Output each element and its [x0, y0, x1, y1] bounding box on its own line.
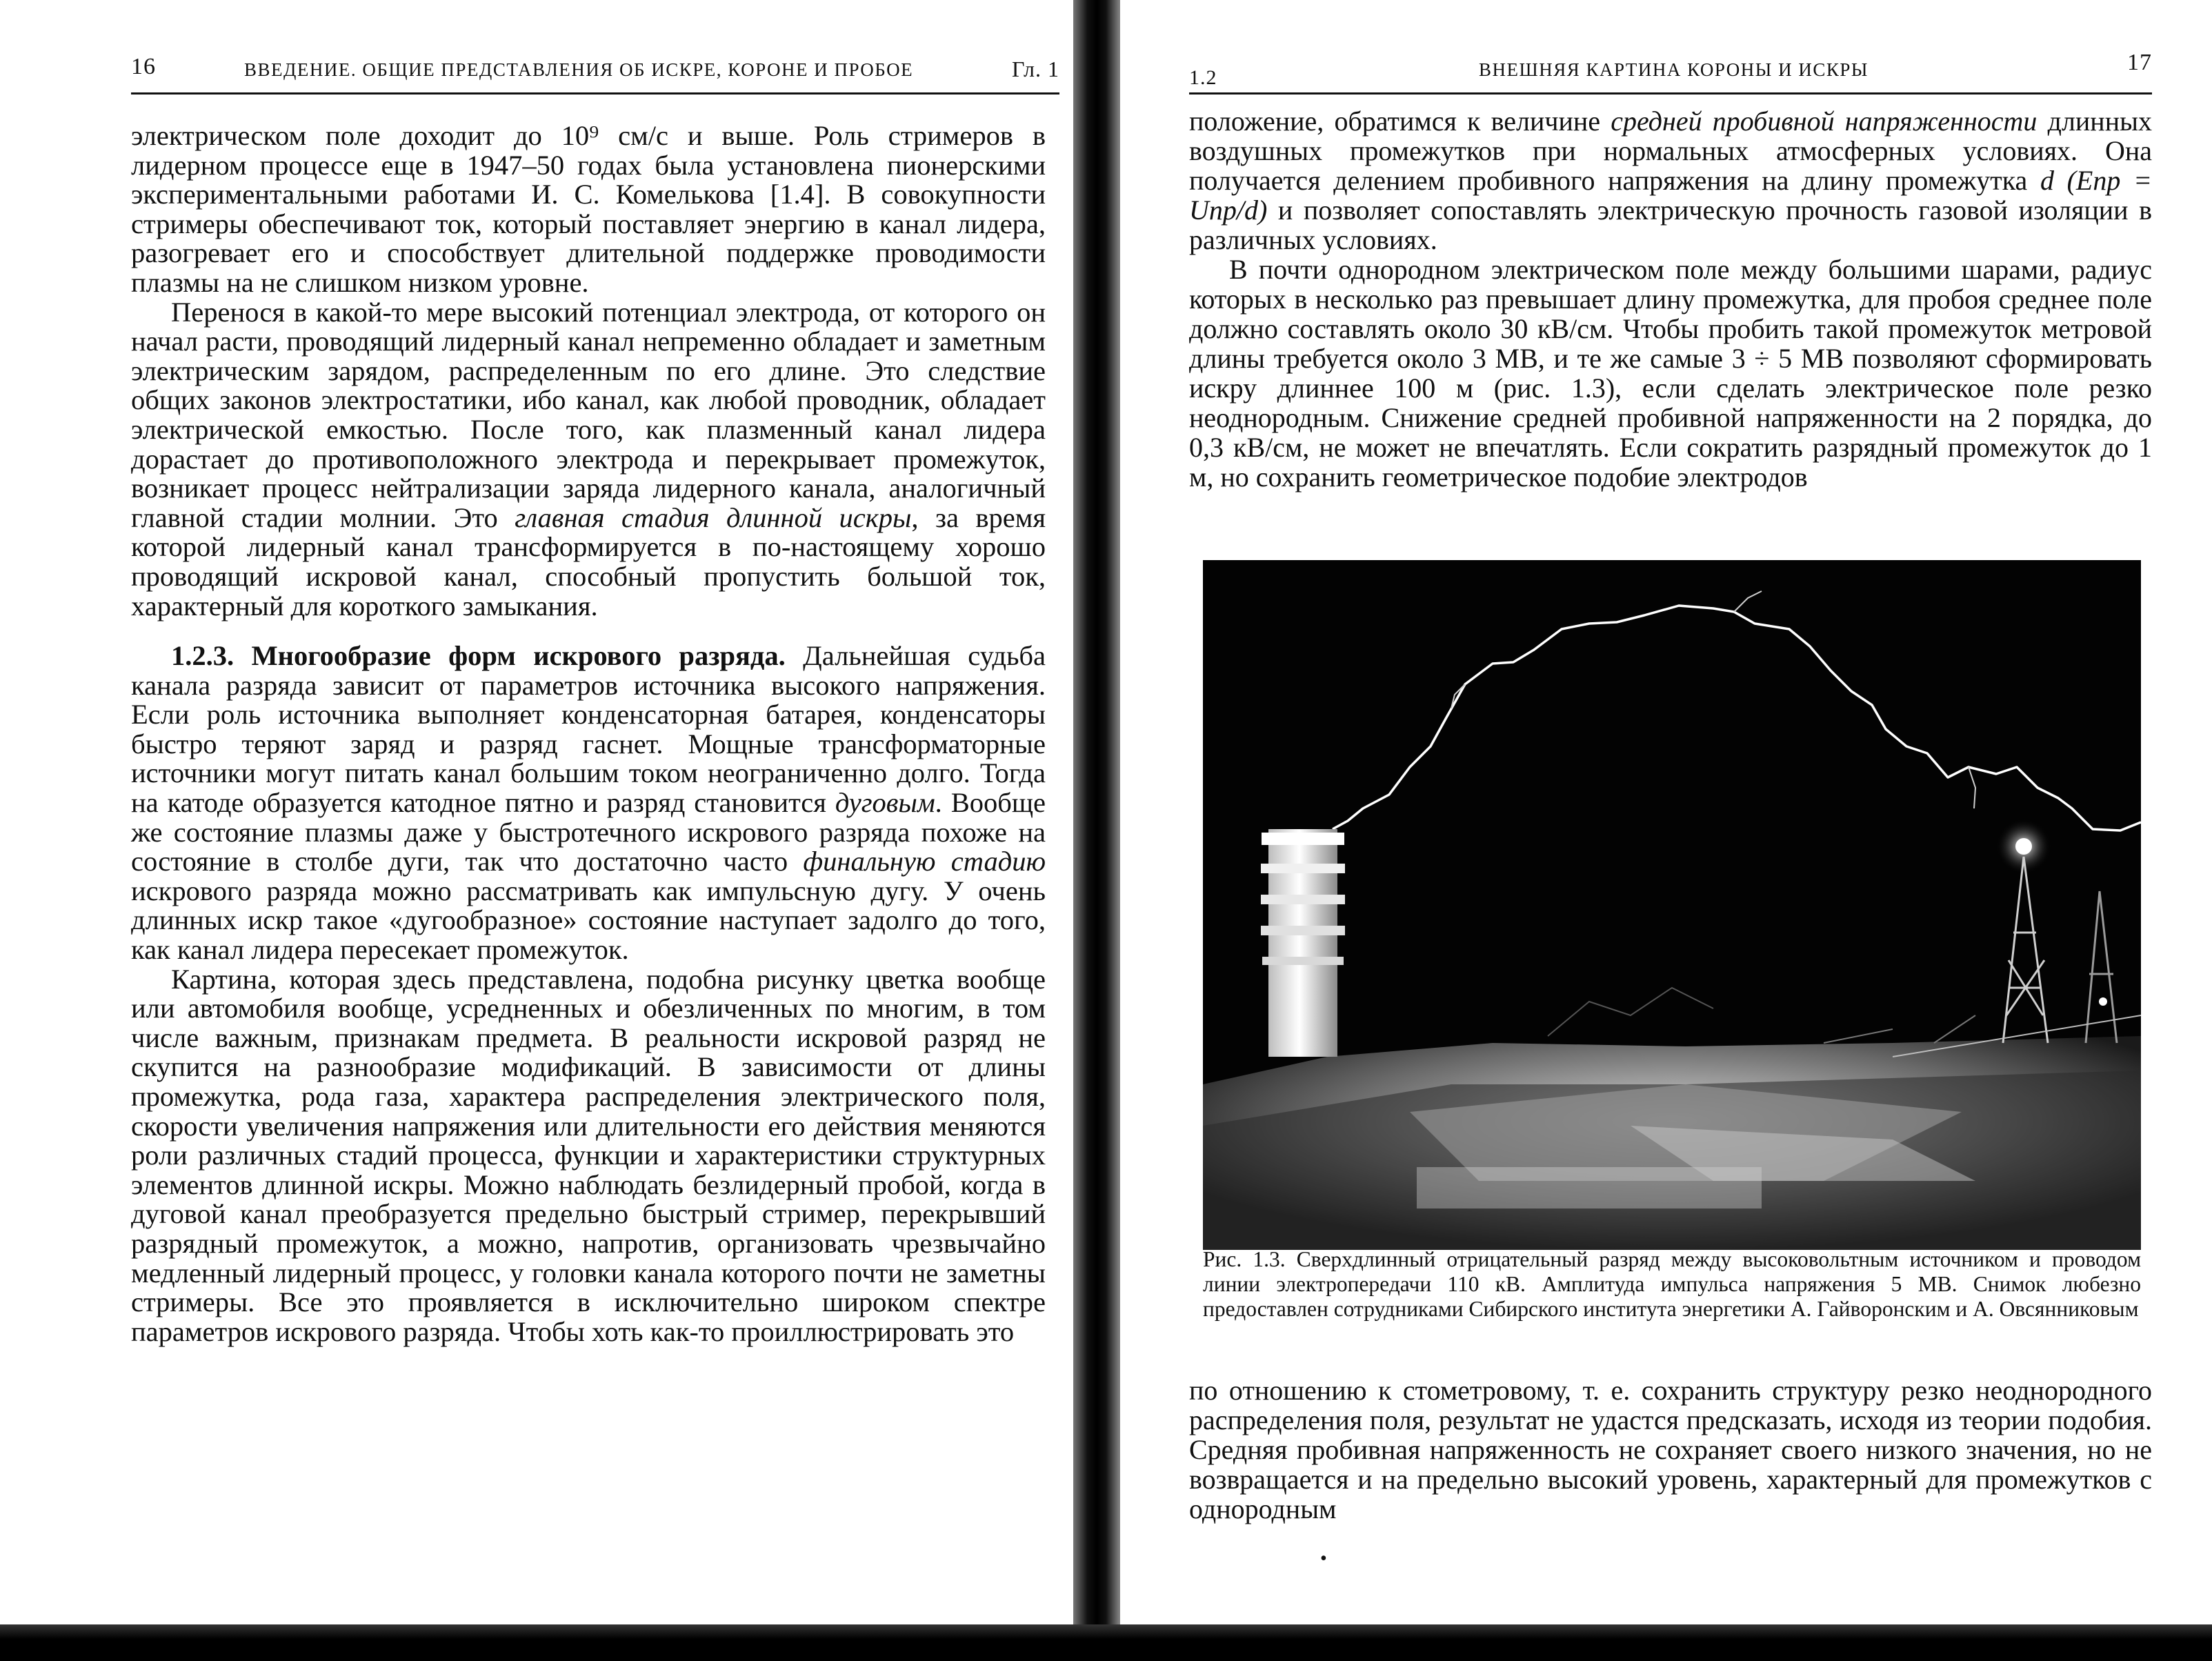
left-p3-text-a: Дальнейшая судьба канала разряда зависит от параметров источника высокого напряжения. Если роль источника выполняет конденсаторная батарея, конденсаторы быстро теряют заряд и разряд гаснет. Мощные трансформаторные источники могут питать канал большим током неограниченно долго. Тогда на катоде образуется катодное пятно и разряд становится: [131, 640, 1046, 819]
left-p3-text-b: . Вообще же состояние плазмы даже у быстротечного искрового разряда похоже на состояние в столбе дуги, так что достаточно часто: [131, 787, 1046, 877]
left-p2-text-b: , за время которой лидерный канал трансформируется в по-настоящему хорошо проводящий искровой канал, способный пропустить большой ток, характерный для короткого замыкания.: [131, 501, 1046, 621]
left-p3-italic-arc: дуговым: [835, 787, 935, 819]
left-paragraph-1: электрическом поле доходит до 10⁹ см/с и выше. Роль стримеров в лидерном процессе еще в 1947–50 годах была установлена пионерскими экспериментальными работами И. С. Комелькова [1.4]. В совокупности стримеры обеспечивают ток, который поставляет энергию в канал лидера, разогревает его и способствует длительной поддержке проводимости плазмы на не слишком низком уровне.: [131, 120, 1046, 298]
left-paragraph-3: [131, 641, 1046, 965]
right-p1-italic-term: средней пробивной напряженности: [1611, 106, 2037, 137]
book-gutter: [1073, 0, 1120, 1661]
right-header-rule: [1189, 92, 2152, 95]
figure-spark-photo: [1203, 560, 2141, 1250]
left-page: [0, 0, 1073, 1628]
left-paragraph-2: [131, 298, 1046, 621]
left-p3-italic-final-stage: финальную стадию: [803, 846, 1046, 877]
right-running-header: [1189, 50, 2152, 92]
caption-text: Сверхдлинный отрицательный разряд между высоковольтным источником и проводом линии электропередачи 110 кВ. Амплитуда импульса напряжения 5 МВ. Снимок любезно предоставлен сотрудниками Сибирского института энергетики А. Гайворонским и А. Овсянниковым: [1203, 1247, 2142, 1321]
bottom-scan-edge: [0, 1624, 2212, 1661]
right-paragraph-3: по отношению к стометровому, т. е. сохранить структуру резко неоднородного распределения поля, результат не удастся предсказать, исходя из теории подобия. Средняя пробивная напряженность не сохраняет своего низкого значения, но не возвращается и на предельно высокий уровень, характерный для промежутков с однородным: [1189, 1375, 2152, 1524]
left-body-text: [131, 121, 1046, 1346]
right-header-section: 1.2: [1189, 66, 1217, 89]
left-header-rule: [131, 92, 1059, 95]
right-p1-text-b: длинных воздушных промежутков при нормальных атмосферных условиях. Она получается делением пробивного напряжения на длину промежутка: [1189, 106, 2152, 196]
print-speck: •: [1320, 1548, 1327, 1569]
figure-caption: [1203, 1247, 2141, 1322]
left-paragraph-4: Картина, которая здесь представлена, подобна рисунку цветка вообще или автомобиля вообще, усредненных и обезличенных по многим, в том числе важным, признакам предмета. В реальности искровой разряд не скупится на разнообразие модификаций. В зависимости от длины промежутка, рода газа, характера распределения электрического поля, скорости увеличения напряжения или длительности его действия меняются роли различных стадий процесса, функции и характеристики структурных элементов длинной искры. Можно наблюдать безлидерный пробой, когда в дуговой канал преобразуется предельно быстрый стример, перекрывший разрядный промежуток, а можно, напротив, организовать чрезвычайно медленный лидерный процесс, у головки канала которого почти не заметны стримеры. Все это проявляется в исключительно широком спектре параметров искрового разряда. Чтобы хоть как-то проиллюстрировать это: [131, 963, 1046, 1347]
left-p3-text-c: искрового разряда можно рассматривать как импульсную дугу. У очень длинных искр такое «дугообразное» состояние наступает задолго до того, как канал лидера пересекает промежуток.: [131, 875, 1046, 966]
high-voltage-tower: [1261, 829, 1345, 1057]
left-header-chapter: Гл. 1: [1011, 57, 1059, 81]
left-p2-text-a: Перенося в какой-то мере высокий потенциал электрода, от которого он начал расти, проводящий лидерный канал непременно обладает и заметным электрическим зарядом, распределенным по его длине. Это следствие общих законов электростатики, ибо канал, как любой проводник, обладает электрической емкостью. После того, как плазменный канал лидера дорастает до противоположного электрода и перекрывает промежуток, возникает процесс нейтрализации заряда лидерного канала, аналогичный главной стадии молнии. Это: [131, 296, 1046, 533]
right-body-text-top: [1189, 106, 2152, 492]
right-p1-text-a: положение, обратимся к величине: [1189, 106, 1611, 137]
left-p2-italic-term: главная стадия длинной искры: [515, 501, 912, 533]
section-heading: 1.2.3. Многообразие форм искрового разряда.: [171, 640, 786, 672]
right-page-number: 17: [2127, 50, 2152, 75]
right-p1-text-c: и позволяет сопоставлять электрическую прочность газовой изоляции в различных условиях.: [1189, 195, 2152, 255]
right-paragraph-2: В почти однородном электрическом поле между большими шарами, радиус которых в несколько раз превышает длину промежутка, для пробоя среднее поле должно составлять около 30 кВ/см. Чтобы пробить такой промежуток метровой длины требуется около 3 МВ, и те же самые 3 ÷ 5 МВ позволяют сформировать искру длиннее 100 м (рис. 1.3), если сделать электрическое поле резко неоднородным. Снижение средней пробивной напряженности на 2 порядка, до 0,3 кВ/см, не может не впечатлять. Если сократить разрядный промежуток до 1 м, но сохранить геометрическое подобие электродов: [1189, 254, 2152, 493]
right-p1-formula: d (Eпр = Uпр/d): [1189, 165, 2153, 226]
spark-photo-illustration: [1203, 560, 2141, 1250]
left-page-number: 16: [131, 54, 156, 79]
right-paragraph-1: [1189, 106, 2152, 255]
caption-label: Рис. 1.3.: [1203, 1247, 1286, 1271]
left-running-header: [131, 54, 1059, 92]
left-header-title: ВВЕДЕНИЕ. ОБЩИЕ ПРЕДСТАВЛЕНИЯ ОБ ИСКРЕ, КОРОНЕ И ПРОБОЕ: [244, 59, 914, 80]
right-body-text-bottom: [1189, 1375, 2152, 1524]
right-page: [1120, 0, 2212, 1628]
right-header-title: ВНЕШНЯЯ КАРТИНА КОРОНЫ И ИСКРЫ: [1479, 59, 1869, 80]
